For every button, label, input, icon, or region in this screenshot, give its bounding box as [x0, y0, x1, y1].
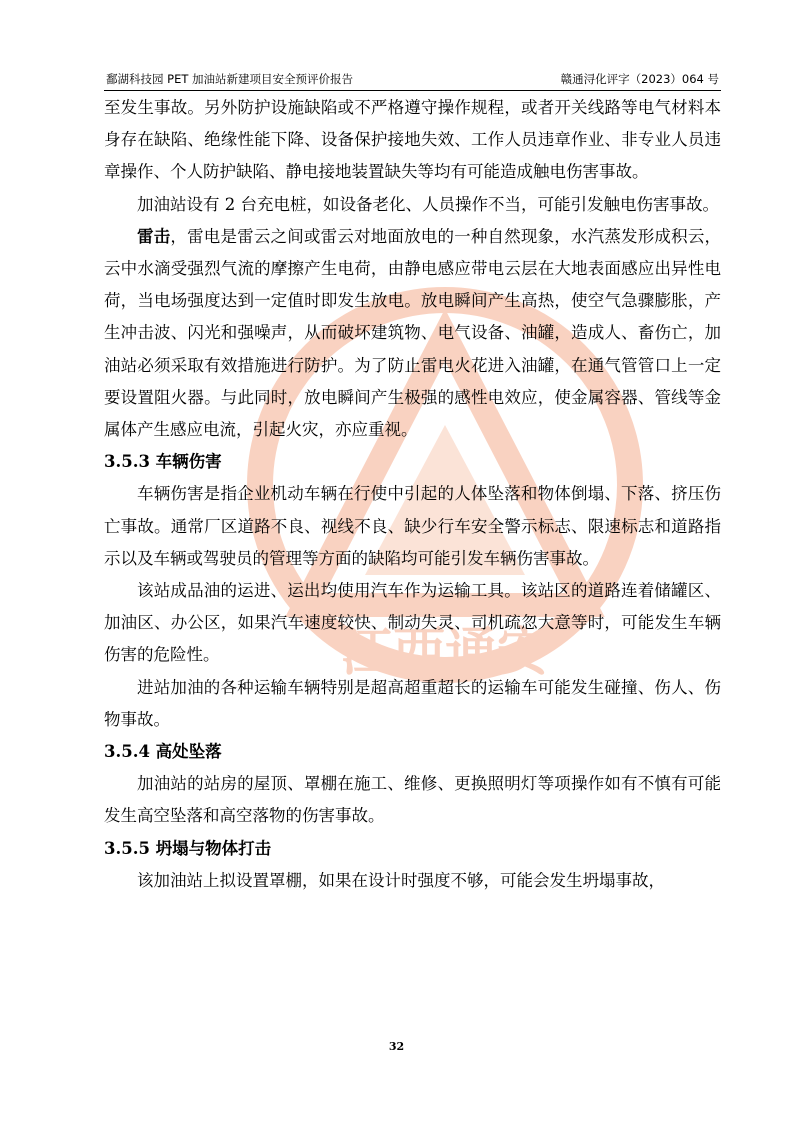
paragraph-fall-from-height: 加油站的站房的屋顶、罩棚在施工、维修、更换照明灯等项操作如有不慎有可能发生高空坠落和高空落物的伤害事故。	[104, 774, 721, 826]
lightning-lead: 雷击	[137, 226, 171, 246]
document-body	[104, 92, 721, 897]
paragraph-vehicle-transport: 该站成品油的运进、运出均使用汽车作为运输工具。该站区的道路连着储罐区、加油区、办公区，如果汽车速度较快、制动失灵、司机疏忽大意等时，可能发生车辆伤害的危险性。	[104, 581, 721, 665]
paragraph-charging-pile: 加油站设有 2 台充电桩，如设备老化、人员操作不当，可能引发触电伤害事故。	[137, 194, 719, 214]
page-header	[104, 70, 721, 91]
paragraph-vehicle-collision: 进站加油的各种运输车辆特别是超高超重超长的运输车可能发生碰撞、伤人、伤物事故。	[104, 677, 721, 729]
section-heading-3-5-4: 3.5.4 高处坠落	[104, 742, 222, 762]
section-heading-3-5-5: 3.5.5 坍塌与物体打击	[104, 838, 272, 858]
lightning-text: ，雷电是雷云之间或雷云对地面放电的一种自然现象，水汽蒸发形成积云，云中水滴受强烈气流的摩擦产生电荷，由静电感应带电云层在大地表面感应出异性电荷，当电场强度达到一定值时即发生放电。放电瞬间产生高热，使空气急骤膨胀，产生冲击波、闪光和强噪声，从而破坏建筑物、电气设备、油罐，造成人、畜伤亡，加油站必须采取有效措施进行防护。为了防止雷电火花进入油罐，在通气管管口上一定要设置阻火器。与此同时，放电瞬间产生极强的感性电效应，使金属容器、管线等金属体产生感应电流，引起火灾，亦应重视。	[104, 226, 722, 440]
watermark-text: 江西通安	[340, 623, 550, 683]
paragraph-lightning	[104, 221, 721, 446]
page-number: 32	[388, 1040, 405, 1053]
paragraph-electric-shock-cont: 至发生事故。另外防护设施缺陷或不严格遵守操作规程，或者开关线路等电气材料本身存在缺陷、绝缘性能下降、设备保护接地失效、工作人员违章作业、非专业人员违章操作、个人防护缺陷、静电接地装置缺失等均有可能造成触电伤害事故。	[104, 98, 721, 182]
paragraph-vehicle-injury-def: 车辆伤害是指企业机动车辆在行使中引起的人体坠落和物体倒塌、下落、挤压伤亡事故。通常厂区道路不良、视线不良、缺少行车安全警示标志、限速标志和道路指示以及车辆或驾驶员的管理等方面的缺陷均可能引发车辆伤害事故。	[104, 484, 721, 568]
paragraph-collapse: 该加油站上拟设置罩棚，如果在设计时强度不够，可能会发生坍塌事故，	[137, 870, 665, 890]
section-heading-3-5-3: 3.5.3 车辆伤害	[104, 452, 222, 472]
header-title: 鄱湖科技园 PET 加油站新建项目安全预评价报告	[106, 72, 354, 86]
header-report-number: 赣通浔化评字（2023）064 号	[560, 72, 719, 86]
